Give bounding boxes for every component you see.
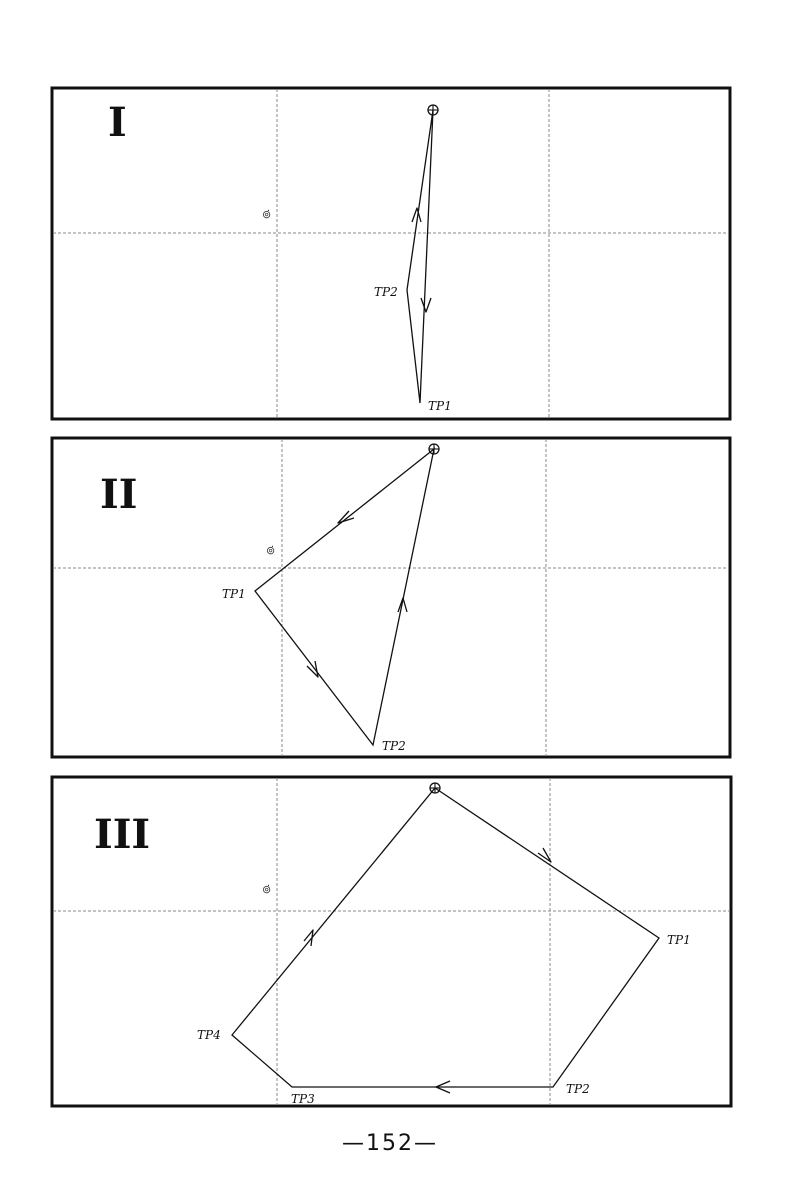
panel-1-tp1-label: TP1 — [428, 399, 452, 413]
page-number: —152— — [342, 1131, 438, 1156]
panel-2-tp2-label: TP2 — [382, 739, 406, 753]
panel-3-tp3-label: TP3 — [291, 1092, 315, 1106]
panel-3-route — [232, 788, 659, 1087]
panel-1-tp2-label: TP2 — [374, 285, 398, 299]
panel-3 — [52, 777, 731, 1106]
panel-3-arrow-to-tp1 — [538, 848, 551, 862]
panel-1 — [52, 88, 730, 419]
panel-2-tp1-label: TP1 — [222, 587, 246, 601]
panel-3-frame — [52, 777, 731, 1106]
panel-2-reference-marker: ⊚̇ — [266, 544, 276, 557]
panel-1-route — [407, 110, 433, 403]
panel-1-numeral: I — [108, 99, 127, 146]
panel-1-reference-marker: ⊚̇ — [262, 208, 272, 221]
panel-1-start-icon — [428, 105, 438, 115]
panel-3-tp2-label: TP2 — [566, 1082, 590, 1096]
panel-1-frame — [52, 88, 730, 419]
panel-3-start-icon — [430, 783, 440, 793]
panel-3-arrow-to-start — [304, 930, 313, 946]
panel-1-arrow-down — [421, 298, 431, 312]
panel-3-tp1-label: TP1 — [667, 933, 691, 947]
panel-2-frame — [52, 438, 730, 757]
panel-3-numeral: III — [94, 811, 151, 858]
panel-2-arrow-to-tp1 — [338, 511, 354, 523]
panel-2 — [52, 438, 730, 757]
panel-2-start-icon — [429, 444, 439, 454]
panel-3-reference-marker: ⊚̇ — [262, 883, 272, 896]
panel-2-numeral: II — [100, 471, 138, 518]
panel-2-arrow-to-tp2 — [307, 661, 318, 677]
panel-3-tp4-label: TP4 — [197, 1028, 221, 1042]
